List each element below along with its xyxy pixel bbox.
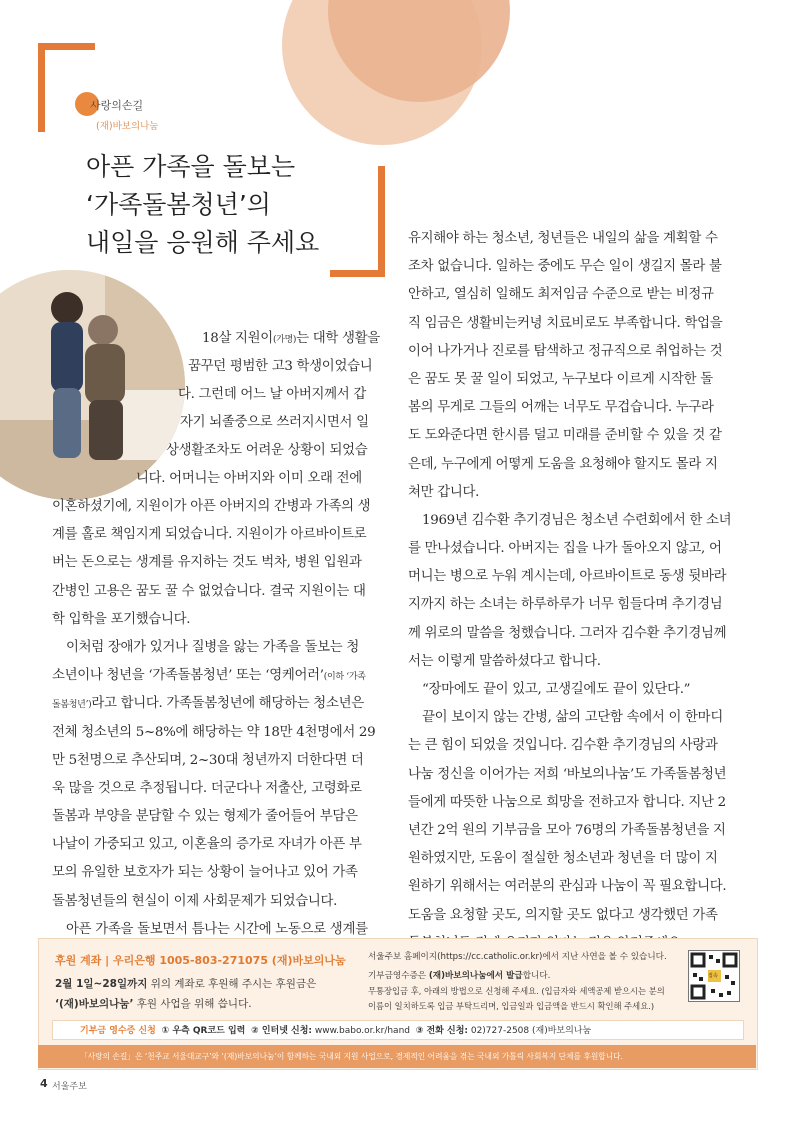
text-line: 지까지 하는 소녀는 하루하루가 너무 힘들다며 추기경님 [408, 597, 723, 613]
receipt-note-3: 이름이 일치하도록 입금 부탁드리며, 입금일과 입금액을 반드시 확인해 주세요.) [368, 1001, 655, 1011]
text-line: 쳐만 갑니다. [408, 484, 480, 500]
article-right-column [408, 225, 731, 958]
apply-label: 기부금 영수증 신청 [80, 1026, 156, 1036]
title-line: 내일을 응원해 주세요 [86, 228, 320, 257]
text-line: 소년이나 청년을 ‘가족돌봄청년’ 또는 ‘영케어러’(이하 ‘가족 [52, 668, 366, 684]
apply-qr: ① 우측 QR코드 입력 [161, 1026, 246, 1036]
text-line: 머니는 병으로 누워 계시는데, 아르바이트로 동생 뒷바라 [408, 569, 727, 585]
text-line: 도 도와준다면 한시름 덜고 미래를 준비할 수 있을 것 같 [408, 428, 722, 444]
text-line: 아픈 가족을 돌보면서 틈나는 시간에 노동으로 생계를 [66, 921, 368, 937]
receipt-application-text [80, 1023, 591, 1036]
text-line: 이어 나가거나 진로를 탐색하고 정규직으로 취업하는 것 [408, 343, 723, 359]
section-sublabel: (재)바보의나눔 [96, 121, 159, 132]
qr-code-icon[interactable] [688, 950, 740, 1002]
page-title [86, 148, 319, 262]
text-line: 계를 홀로 책임지게 되었습니다. 지원이가 아르바이트로 [52, 527, 367, 543]
text-line: 니다. 어머니는 아버지와 이미 오래 전에 [136, 471, 362, 486]
text-line: 만 5천명으로 추산되며, 2~30대 청년까지 더한다면 더 [52, 752, 364, 768]
text-line: 안하고, 열심히 일해도 최저임금 수준으로 받는 비정규 [408, 287, 714, 303]
text-line: 모의 유일한 보호자가 되는 상황이 늘어나고 있어 가족 [52, 865, 358, 881]
text-line: 간병인 고용은 꿈도 꿀 수 없었습니다. 결국 지원이는 대 [52, 583, 366, 599]
receipt-note-1: 기부금영수증은 (재)바보의나눔에서 발급합니다. [368, 971, 551, 981]
donation-use: ‘(재)바보의나눔’ 후원 사업을 위해 씁니다. [55, 998, 252, 1010]
footer-note: 「사랑의 손길」은 ‘천주교 서울대교구’와 ‘(재)바보의나눔’이 함께하는 국내외 지원 사업으로, 경제적인 어려움을 겪는 국내외 가톨릭 사회복지 단체를 후원합니다. [80, 1052, 623, 1061]
text-line: 끝이 보이지 않는 간병, 삶의 고단함 속에서 이 한마디 [422, 710, 723, 726]
text-line: 원하기 위해서는 여러분의 관심과 나눔이 꼭 필요합니다. [408, 879, 727, 895]
text-line: 돌봄과 부양을 분담할 수 있는 형제가 줄어들어 부담은 [52, 809, 358, 825]
text-line-block [180, 409, 369, 437]
text-line: 은 꿈도 못 꿀 일이 되었고, 누구보다 이르게 시작한 돌 [408, 371, 713, 387]
qr-center-label: 접속 [708, 973, 718, 979]
decorative-bracket-top-left [38, 43, 95, 132]
text-line-block [136, 465, 362, 493]
text-line: 직 임금은 생활비는커녕 치료비로도 부족합니다. 학업을 [408, 315, 723, 331]
text-line: 봄의 무게로 그들의 어깨는 너무도 무겁습니다. 누구라 [408, 400, 714, 416]
text-line: 은데, 누구에게 어떻게 도움을 요청해야 할지도 몰라 지 [408, 456, 718, 472]
text-line: 욱 많을 것으로 추정됩니다. 더군다나 저출산, 고령화로 [52, 780, 362, 796]
decorative-bracket-bottom-right [330, 166, 385, 277]
text-line-block [166, 437, 367, 465]
text-line: 1969년 김수환 추기경님은 청소년 수련회에서 한 소녀 [422, 512, 732, 528]
text-line: 돌봄청년’)라고 합니다. 가족돌봄청년에 해당하는 청소년은 [52, 696, 364, 712]
text-line: 자기 뇌졸중으로 쓰러지시면서 일 [180, 415, 369, 430]
donation-period: 2월 1일~28일까지 위의 계좌로 후원해 주시는 후원금은 [55, 978, 317, 990]
text-line: 유지해야 하는 청소년, 청년들은 내일의 삶을 계획할 수 [408, 231, 718, 246]
apply-phone-label: ③ 전화 신청: [415, 1026, 468, 1036]
article-left-full [52, 493, 375, 944]
text-line: 께 위로의 말씀을 청했습니다. 그러자 김수환 추기경님께 [408, 625, 727, 641]
text-line: 상생활조차도 어려운 상황이 되었습 [166, 443, 368, 458]
page-number: 4 [40, 1077, 48, 1090]
apply-phone-number: 02)727-2508 (재)바보의나눔 [467, 1026, 592, 1036]
title-line: ‘가족돌봄청년’의 [86, 190, 271, 219]
text-line: 년간 2억 원의 기부금을 모아 76명의 가족돌봄청년을 지 [408, 822, 726, 838]
homepage-note: 서울주보 홈페이지(https://cc.catholic.or.kr)에서 지난 사연을 볼 수 있습니다. [368, 952, 667, 962]
text-line: 나눔 정신을 이어가는 저희 ‘바보의나눔’도 가족돌봄청년 [408, 766, 727, 782]
text-line: 서는 이렇게 말씀하셨다고 합니다. [408, 653, 601, 669]
text-line: 돌봄청년들의 현실이 이제 사회문제가 되었습니다. [52, 893, 338, 909]
title-line: 아픈 가족을 돌보는 [86, 152, 296, 181]
article-left-wrapped-2 [188, 353, 372, 381]
quote: “장마에도 끝이 있고, 고생길에도 끝이 있단다.” [422, 682, 691, 697]
section-label: 사랑의손길 [90, 99, 144, 112]
receipt-note-2: 무통장입금 후, 아래의 방법으로 신청해 주세요. (입금자와 세액공제 받으시는 분의 [368, 986, 665, 996]
text-line: 들에게 따뜻한 나눔으로 희망을 전하고자 합니다. 지난 2 [408, 794, 726, 810]
text-line: 를 만나셨습니다. 아버지는 집을 나가 돌아오지 않고, 어 [408, 541, 722, 557]
apply-internet-link[interactable]: www.babo.or.kr/hand [312, 1026, 410, 1036]
apply-internet-label: ② 인터넷 신청: [251, 1026, 313, 1036]
text-line: 도움을 요청할 곳도, 의지할 곳도 없다고 생각했던 가족 [408, 907, 718, 923]
donation-account: 후원 계좌 | 우리은행 1005-803-271075 (재)바보의나눔 [55, 954, 346, 967]
text-line: 이혼하셨기에, 지원이가 아픈 아버지의 간병과 가족의 생 [52, 499, 371, 514]
text-line: 원하였지만, 도움이 절실한 청소년과 청년을 더 많이 지 [408, 851, 718, 867]
text-line: 다. 그런데 어느 날 아버지께서 갑 [178, 387, 366, 402]
text-line: 버는 돈으로는 생계를 유지하는 것도 벅차, 병원 입원과 [52, 555, 362, 571]
text-line-block [178, 381, 366, 409]
text-line: 학 입학을 포기했습니다. [52, 611, 191, 627]
text-line: 꿈꾸던 평범한 고3 학생이었습니 [188, 359, 373, 374]
article-left-wrapped [202, 325, 380, 353]
text-line: 조차 없습니다. 일하는 중에도 무슨 일이 생길지 몰라 불 [408, 259, 722, 275]
text-line: 나날이 가중되고 있고, 이혼율의 증가로 자녀가 아픈 부 [52, 837, 362, 853]
text-line: 전체 청소년의 5~8%에 해당하는 약 18만 4천명에서 29 [52, 724, 376, 740]
text-line: 18살 지원이(가명)는 대학 생활을 [202, 331, 380, 346]
text-line: 는 큰 힘이 되었을 것입니다. 김수환 추기경님의 사랑과 [408, 738, 718, 754]
text-line: 이처럼 장애가 있거나 질병을 앓는 가족을 돌보는 청 [66, 639, 360, 655]
publication-name: 서울주보 [52, 1082, 87, 1092]
